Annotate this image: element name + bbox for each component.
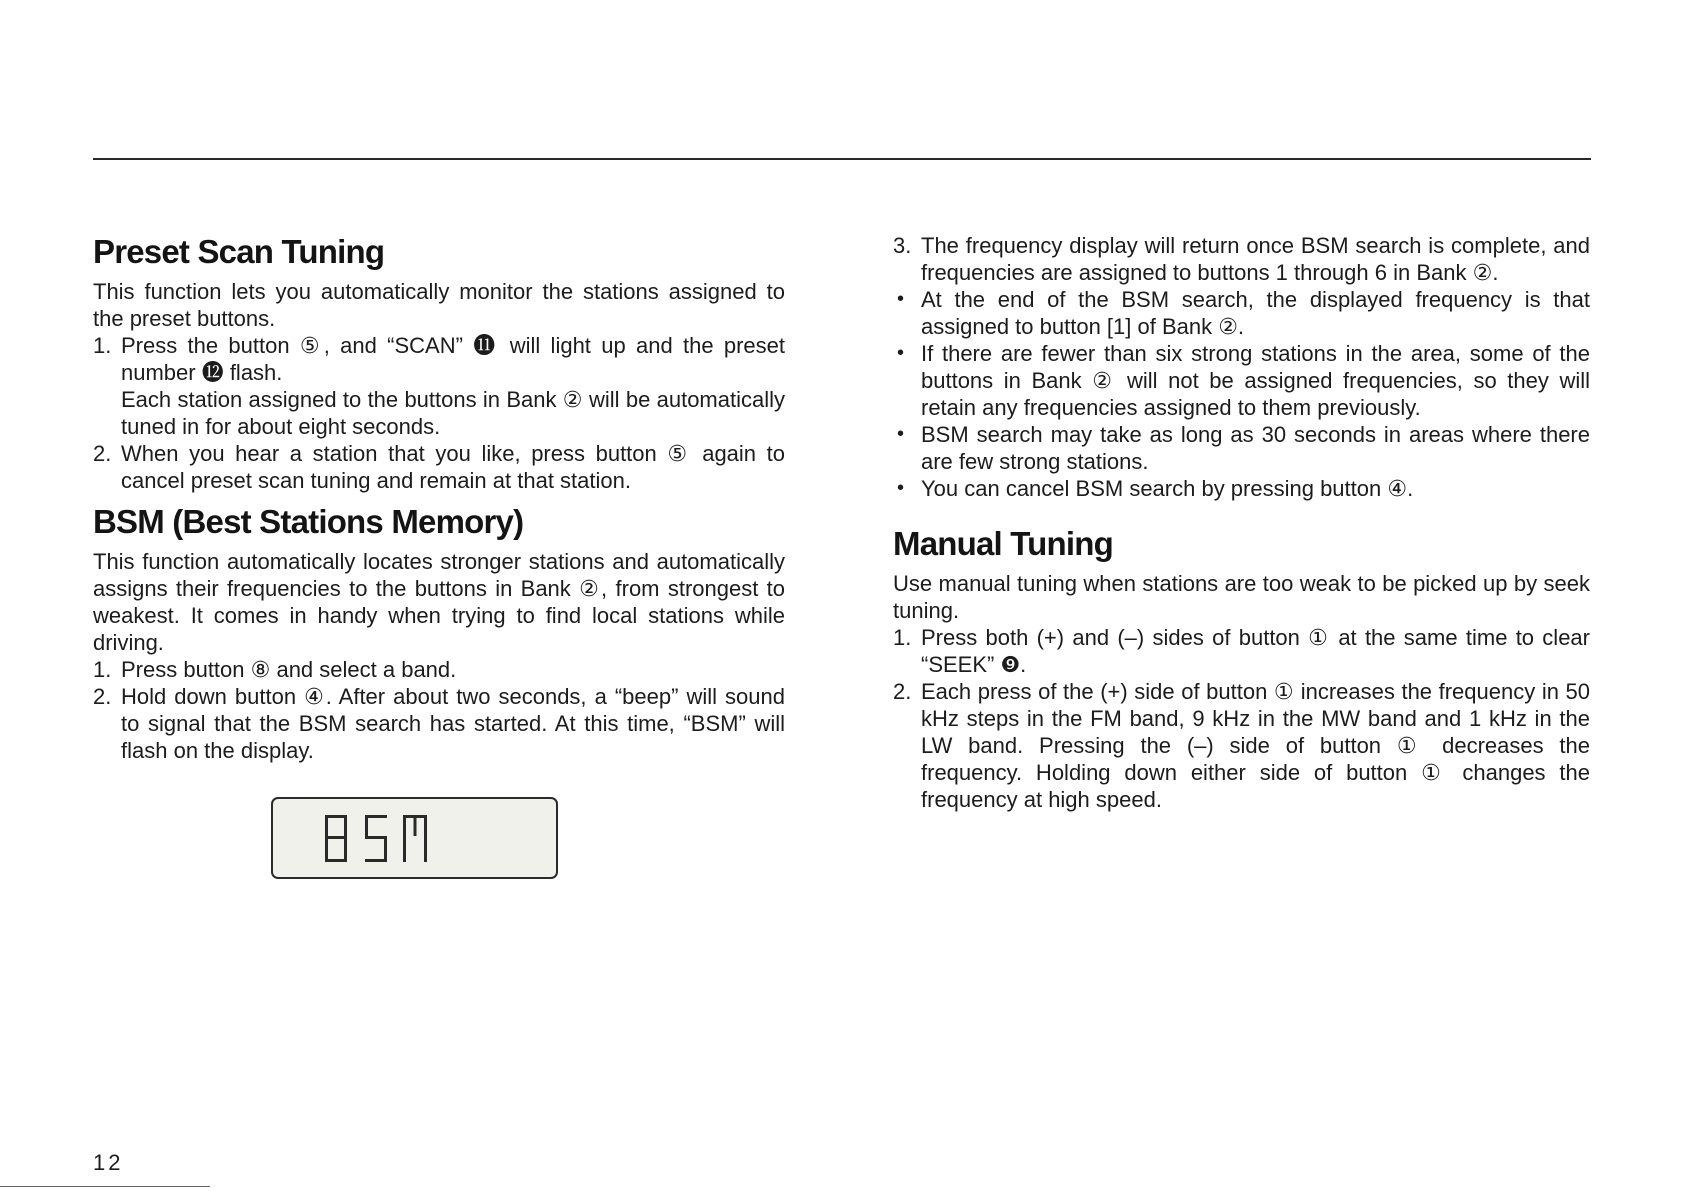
bsm-note-1 [893,286,1590,340]
bullet-icon: • [897,423,905,445]
preset-scan-title: Preset Scan Tuning [93,233,385,270]
bsm-step-2 [93,683,785,764]
step-text: Each press of the (+) side of button ① increases the frequency in 50 kHz steps in the FM band, 9 kHz in the MW band and 1 kHz in the LW band. Pressing the (–) side of button ① decreases the frequency. Holding down either side of button ① changes the frequency at high speed. [921,679,1590,812]
left-column [93,232,785,764]
bsm-steps-right [893,232,1590,286]
step-number: 2. [93,441,112,466]
manual-step-1 [893,624,1590,678]
step-text: Press both (+) and (–) sides of button ① at the same time to clear “SEEK” ❾. [921,625,1590,677]
note-text: If there are fewer than six strong stations in the area, some of the buttons in Bank ② will not be assigned frequencies, so they will retain any frequencies assigned to them previously. [921,341,1590,420]
lcd-segment-text [321,813,431,865]
step-text: When you hear a station that you like, press button ⑤ again to cancel preset scan tuning and remain at that station. [121,441,785,493]
step-text: Press the button ⑤, and “SCAN” ⓫ will light up and the preset number ⓬ flash. [121,333,785,385]
step-number: 3. [893,233,912,258]
preset-scan-intro: This function lets you automatically monitor the stations assigned to the preset buttons. [93,279,785,331]
manual-step-2 [893,678,1590,813]
bsm-note-4 [893,475,1590,502]
step-number: 1. [93,657,112,682]
note-text: At the end of the BSM search, the displayed frequency is that assigned to button [1] of Bank ②. [921,287,1590,339]
bsm-note-3 [893,421,1590,475]
bsm-note-2 [893,340,1590,421]
bsm-step-1 [93,656,785,683]
step-number: 2. [93,684,112,709]
manual-tuning-intro: Use manual tuning when stations are too weak to be picked up by seek tuning. [893,571,1590,623]
manual-tuning-title: Manual Tuning [893,525,1113,562]
preset-scan-step-2 [93,440,785,494]
header-rule [93,158,1591,160]
step-text: The frequency display will return once BSM search is complete, and frequencies are assigned to buttons 1 through 6 in Bank ②. [921,233,1590,285]
lcd-display-illustration [271,797,558,879]
page-number: 12 [93,1150,124,1175]
bullet-icon: • [897,342,905,364]
manual-tuning-steps [893,624,1590,813]
bsm-step-3 [893,232,1590,286]
bsm-steps-left [93,656,785,764]
step-number: 1. [893,625,912,650]
note-text: You can cancel BSM search by pressing button ④. [921,476,1414,501]
step-text: Press button ⑧ and select a band. [121,657,457,682]
bullet-icon: • [897,477,905,499]
preset-scan-step-1 [93,332,785,440]
step-number: 2. [893,679,912,704]
step-text: Hold down button ④. After about two seconds, a “beep” will sound to signal that the BSM search has started. At this time, “BSM” will flash on the display. [121,684,785,763]
step-subtext: Each station assigned to the buttons in Bank ② will be automatically tuned in for about eight seconds. [121,387,785,439]
bsm-title: BSM (Best Stations Memory) [93,503,524,540]
footer-rule [0,1186,210,1187]
bsm-notes [893,286,1590,502]
bullet-icon: • [897,288,905,310]
right-column [893,232,1590,813]
bsm-intro: This function automatically locates stronger stations and automatically assigns their frequencies to the buttons in Bank ②, from strongest to weakest. It comes in handy when trying to find local stations while driving. [93,549,785,655]
preset-scan-steps [93,332,785,494]
note-text: BSM search may take as long as 30 seconds in areas where there are few strong stations. [921,422,1590,474]
step-number: 1. [93,333,112,358]
